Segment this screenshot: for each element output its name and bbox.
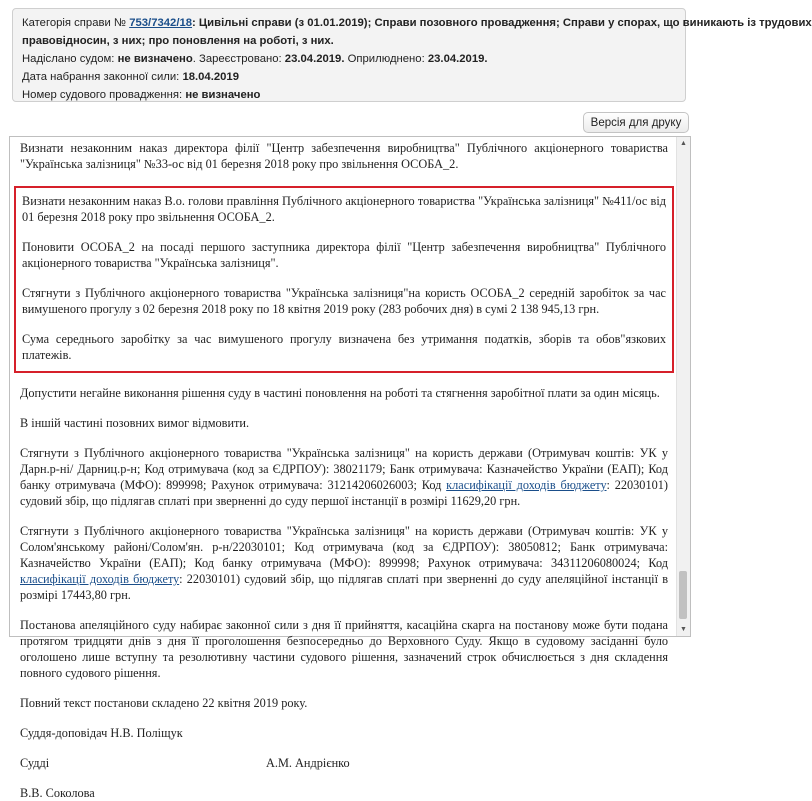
judge-2-name: В.В. Соколова (20, 786, 95, 800)
highlighted-section (14, 186, 674, 373)
effective-date-line (22, 68, 676, 86)
budget-classification-link-2[interactable]: класифікації доходів бюджету (20, 572, 180, 586)
document-frame (9, 136, 691, 800)
doc-paragraph-6: Постанова апеляційного суду набирає законної сили з дня її прийняття, касаційна скарга на постанову може бути подана протягом тридцяти днів з дня її проголошення безпосередньо до Верховного Суду. Якщо в судовому засіданні було оголошено лише вступну та резолютивну частини судового рішення, зазначений строк обчислюється з дня складення повного судового рішення. (20, 618, 668, 680)
case-dates-line: Надіслано судом: не визначено. Зареєстровано: 23.04.2019. Оприлюднено: 23.04.2019. (22, 53, 488, 65)
published-label: Оприлюднено: (347, 53, 425, 65)
case-category-line (22, 14, 812, 32)
effective-label: Дата набрання законної сили: (22, 71, 180, 83)
highlight-paragraph-4: Сума середнього заробітку за час вимушеного прогулу визначена без утримання податків, зборів та обов"язкових платежів. (22, 332, 666, 362)
doc-paragraph-2: Допустити негайне виконання рішення суду в частині поновлення на роботі та стягнення заробітної плати за один місяць. (20, 386, 660, 400)
case-category-cont-line (22, 32, 676, 50)
doc-paragraph-4 (20, 445, 668, 509)
sent-value: не визначено (117, 53, 193, 65)
doc-paragraph-4-start: Стягнути з Публічного акціонерного товариства "Українська залізниця" на користь держави (Отримувач коштів: УК у Дарн.р-ні/ Дарниц.р-н; Код отримувача (код за ЄДРПОУ): 38021179; Банк отримувача: Казначейство України (ЕАП); Код банку отримувача (МФО): 899998; Рахунок отримувача: 31214206026003; Код (20, 446, 668, 492)
judge-1-name: А.М. Андрієнко (266, 756, 350, 770)
case-number-link[interactable]: 753/7342/18 (129, 17, 193, 29)
budget-classification-link-1[interactable]: класифікації доходів бюджету (446, 478, 607, 492)
judges-label: Судді (20, 756, 50, 770)
registered-value: 23.04.2019. (284, 53, 345, 65)
registered-label: Зареєстровано: (199, 53, 282, 65)
proceeding-value: не визначено (185, 89, 261, 101)
scrollbar-thumb[interactable] (679, 571, 687, 619)
scroll-up-arrow-icon[interactable]: ▲ (680, 140, 687, 147)
doc-paragraph-5 (20, 523, 668, 603)
case-category-text-cont: правовідносин, з них; про поновлення на роботі, з них. (22, 35, 334, 47)
doc-paragraph-5-end: : 22030101) судовий збір, що підлягав сплаті при зверненні до суду апеляційної інстанції в розмірі 17443,80 грн. (20, 572, 668, 602)
effective-value: 18.04.2019 (182, 71, 239, 83)
document-text (10, 137, 676, 800)
proceeding-number-line (22, 86, 676, 104)
doc-paragraph-5-start: Стягнути з Публічного акціонерного товариства "Українська залізниця" на користь держави (Отримувач коштів: УК у Солом'янському районі/Солом'ян. р-н/22030101; Код отримувача (код за ЄДРПОУ): 38050812; Банк отримувача: Казначейство України (ЕАП); Код банку отримувача (МФО): 899998; Рахунок отримувача: 34311206080024; Код (20, 524, 668, 570)
doc-paragraph-4-end: : 22030101) судовий збір, що підлягав сплаті при зверненні до суду першої інстанції в розмірі 11629,20 грн. (20, 478, 668, 508)
doc-paragraph-7: Повний текст постанови складено 22 квітня 2019 року. (20, 696, 308, 710)
sent-label: Надіслано судом: (22, 53, 115, 65)
document-scrollbar[interactable] (676, 137, 690, 636)
highlight-paragraph-1: Визнати незаконним наказ В.о. голови правління Публічного акціонерного товариства "Українська залізниця" №411/ос від 01 березня 2018 року про звільнення ОСОБА_2. (22, 194, 666, 224)
case-info-panel (12, 8, 812, 102)
highlight-paragraph-2: Поновити ОСОБА_2 на посаді першого заступника директора філії "Центр забезпечення виробництва" Публічного акціонерного товариства "Українська залізниця". (22, 240, 666, 270)
doc-paragraph-3: В іншій частині позовних вимог відмовити. (20, 416, 250, 430)
judges-row (20, 755, 668, 771)
published-value: 23.04.2019. (427, 53, 488, 65)
proceeding-label: Номер судового провадження: (22, 89, 183, 101)
case-category-text: : Цивільні справи (з 01.01.2019); Справи позовного провадження; Справи у спорах, що виникають із трудових (192, 17, 812, 29)
highlight-paragraph-3: Стягнути з Публічного акціонерного товариства "Українська залізниця"на користь ОСОБА_2 середній заробіток за час вимушеного прогулу з 02 березня 2018 року по 18 квітня 2019 року (283 робочих дня) в сумі 2 138 945,13 грн. (22, 286, 666, 316)
doc-paragraph-1: Визнати незаконним наказ директора філії "Центр забезпечення виробництва" Публічного акціонерного товариства "Українська залізниця" №33-ос від 01 березня 2018 року про звільнення ОСОБА_2. (20, 141, 668, 171)
scroll-down-arrow-icon[interactable]: ▼ (680, 626, 687, 633)
print-version-button[interactable]: Версія для друку (583, 112, 689, 133)
case-category-label: Категорія справи № (22, 17, 127, 29)
doc-paragraph-8: Суддя-доповідач Н.В. Поліщук (20, 726, 183, 740)
